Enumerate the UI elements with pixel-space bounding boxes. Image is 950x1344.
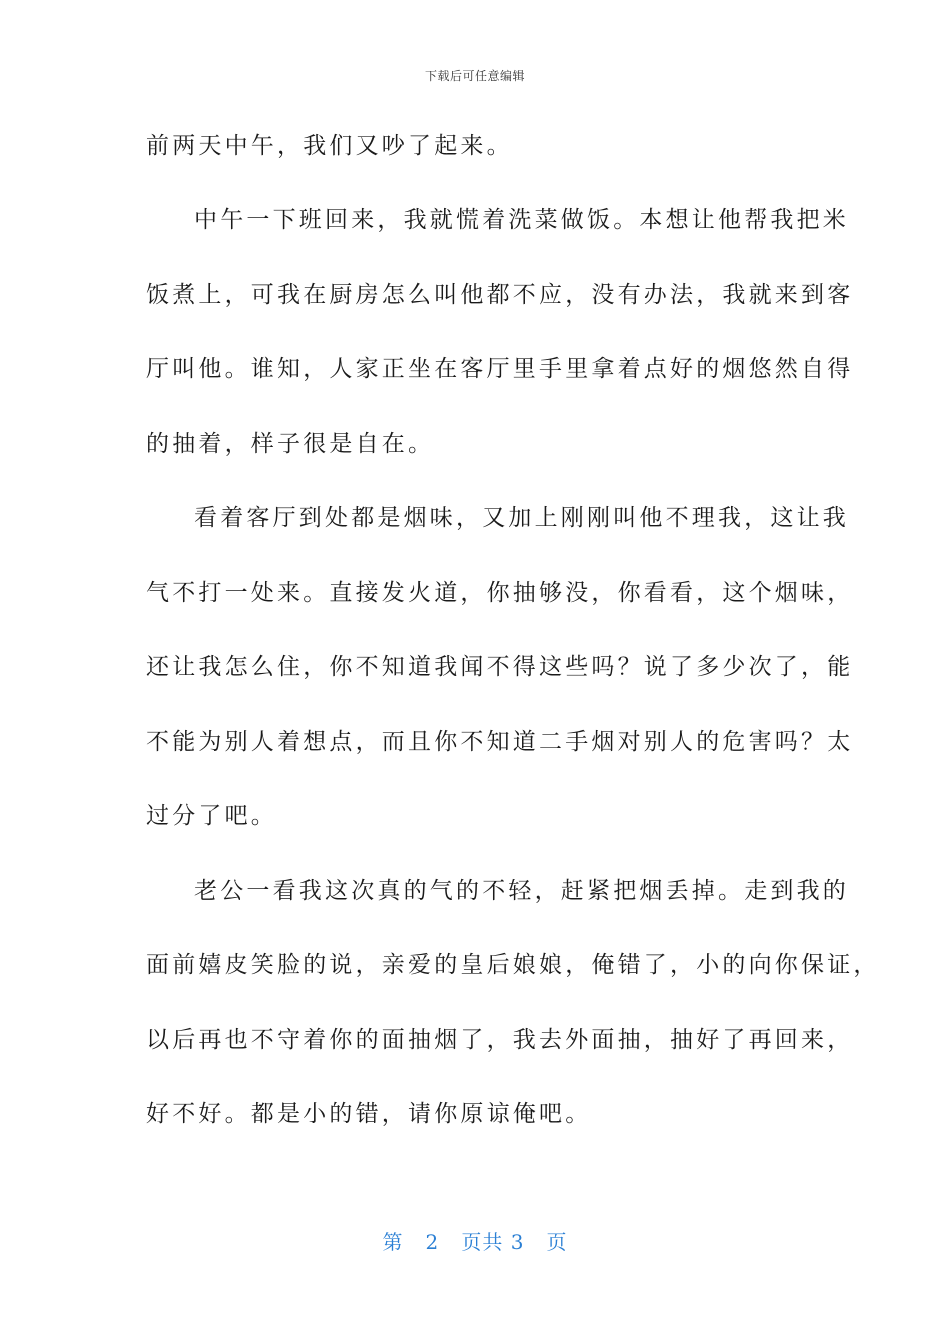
text-line: 过分了吧。 bbox=[146, 803, 277, 829]
text-line: 以后再也不守着你的面抽烟了，我去外面抽，抽好了再回来， bbox=[146, 1027, 854, 1053]
text-line: 面前嬉皮笑脸的说，亲爱的皇后娘娘，俺错了，小的向你保证， bbox=[146, 952, 880, 978]
text-line: 看着客厅到处都是烟味，又加上刚刚叫他不理我，这让我 bbox=[194, 505, 849, 531]
text-line: 厅叫他。谁知，人家正坐在客厅里手里拿着点好的烟悠然自得 bbox=[146, 356, 854, 382]
text-line: 好不好。都是小的错，请你原谅俺吧。 bbox=[146, 1101, 592, 1127]
text-line: 的抽着，样子很是自在。 bbox=[146, 431, 435, 457]
text-line: 中午一下班回来，我就慌着洗菜做饭。本想让他帮我把米 bbox=[194, 207, 849, 233]
header-note: 下载后可任意编辑 bbox=[424, 69, 525, 83]
total-pages-number: 3 bbox=[510, 1230, 525, 1254]
text-line: 老公一看我这次真的气的不轻，赶紧把烟丢掉。走到我的 bbox=[194, 878, 849, 904]
current-page-number: 2 bbox=[425, 1230, 440, 1254]
page-label-suffix: 页 bbox=[546, 1230, 568, 1254]
page-label-mid: 页共 bbox=[461, 1230, 504, 1254]
text-line: 还让我怎么住，你不知道我闻不得这些吗？说了多少次了，能 bbox=[146, 654, 854, 680]
text-line: 饭煮上，可我在厨房怎么叫他都不应，没有办法，我就来到客 bbox=[146, 282, 854, 308]
page-label-prefix: 第 bbox=[382, 1230, 404, 1254]
text-line: 不能为别人着想点，而且你不知道二手烟对别人的危害吗？太 bbox=[146, 729, 854, 755]
text-line: 气不打一处来。直接发火道，你抽够没，你看看，这个烟味， bbox=[146, 580, 854, 606]
text-line: 前两天中午，我们又吵了起来。 bbox=[146, 133, 513, 159]
page-footer bbox=[0, 1226, 950, 1255]
